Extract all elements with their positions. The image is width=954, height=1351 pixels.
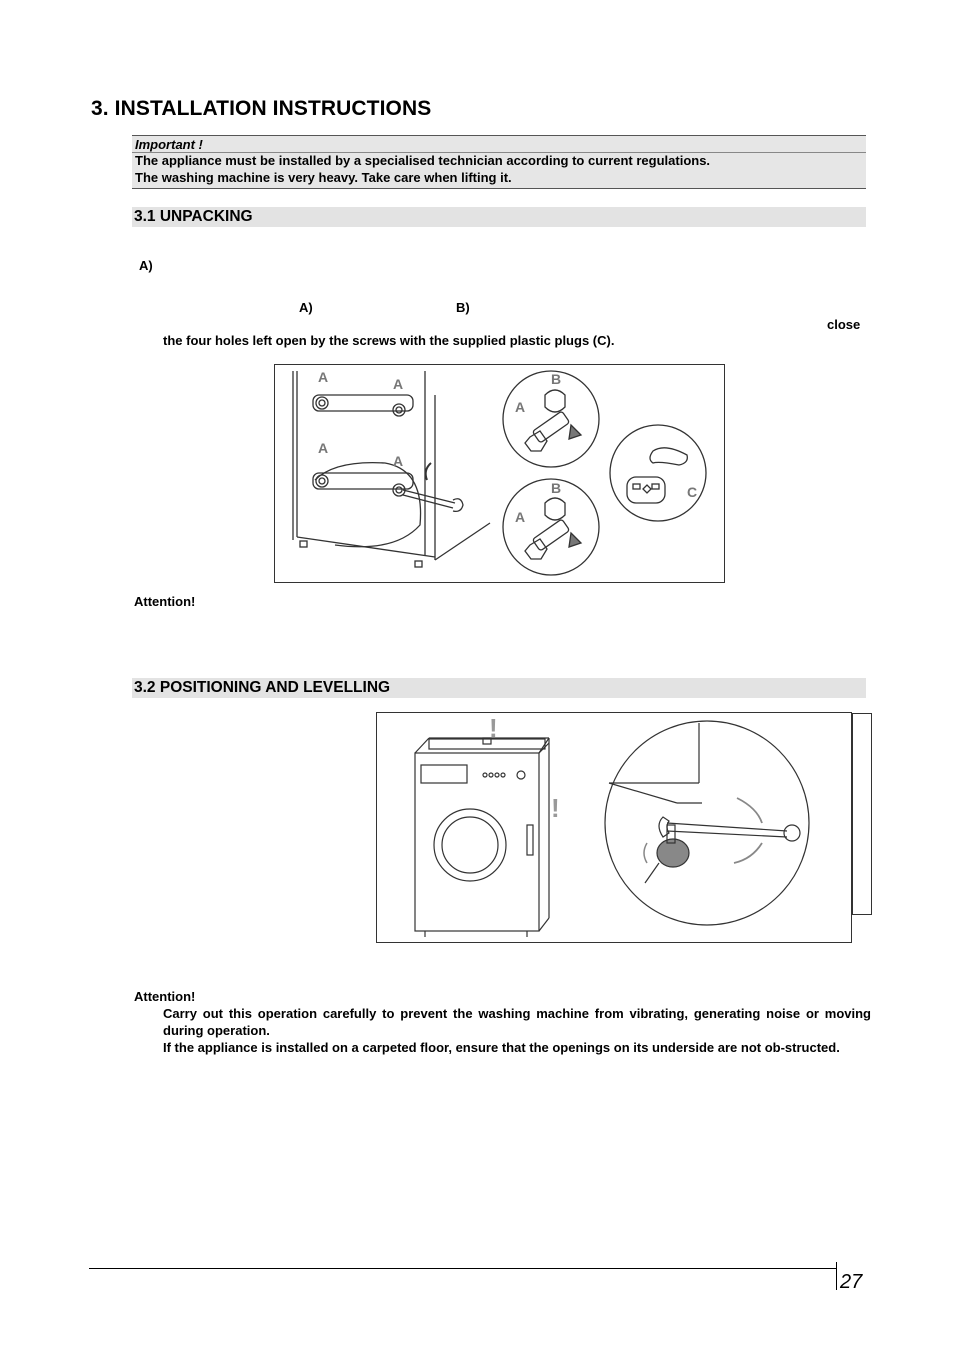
fig1-label-a-4: A bbox=[393, 453, 404, 469]
unpacking-figure bbox=[274, 364, 725, 583]
page-title: 3. INSTALLATION INSTRUCTIONS bbox=[91, 97, 432, 120]
fig2-exclaim-1: ! bbox=[489, 713, 498, 743]
attention-unpacking: Attention! bbox=[134, 594, 196, 609]
footer-divider bbox=[836, 1262, 837, 1290]
fig1-label-b-2: B bbox=[551, 480, 562, 496]
important-heading: Important ! bbox=[135, 137, 203, 152]
positioning-paragraph-2: If the appliance is installed on a carpeted floor, ensure that the openings on its underside are not ob-structed. bbox=[163, 1040, 840, 1055]
marker-a-2: A) bbox=[299, 300, 313, 315]
fig2-exclaim-2: ! bbox=[551, 793, 560, 823]
levelling-figure bbox=[376, 712, 852, 943]
plugs-line: the four holes left open by the screws with the supplied plastic plugs (C). bbox=[163, 333, 615, 348]
section-title-unpacking: 3.1 UNPACKING bbox=[134, 208, 253, 225]
fig1-label-c: C bbox=[687, 484, 698, 500]
positioning-paragraph-1: Carry out this operation carefully to prevent the washing machine from vibrating, generating noise or moving during operation. bbox=[163, 1006, 871, 1038]
page-number: 27 bbox=[840, 1271, 863, 1293]
fig1-label-a-1: A bbox=[318, 369, 329, 385]
fig1-label-a-5: A bbox=[515, 399, 526, 415]
side-panel bbox=[851, 713, 872, 915]
marker-a-1: A) bbox=[139, 258, 153, 273]
fig1-label-a-6: A bbox=[515, 509, 526, 525]
footer-line bbox=[89, 1268, 836, 1269]
important-line-1: The appliance must be installed by a specialised technician according to current regulations. bbox=[135, 153, 711, 168]
fig1-label-a-3: A bbox=[318, 440, 329, 456]
close-word: close bbox=[827, 317, 861, 332]
fig1-label-b-1: B bbox=[551, 371, 562, 387]
section-title-positioning: 3.2 POSITIONING AND LEVELLING bbox=[134, 679, 391, 696]
fig1-label-a-2: A bbox=[393, 376, 404, 392]
attention-positioning: Attention! bbox=[134, 989, 196, 1004]
important-line-2: The washing machine is very heavy. Take care when lifting it. bbox=[135, 170, 512, 185]
marker-b: B) bbox=[456, 300, 470, 315]
